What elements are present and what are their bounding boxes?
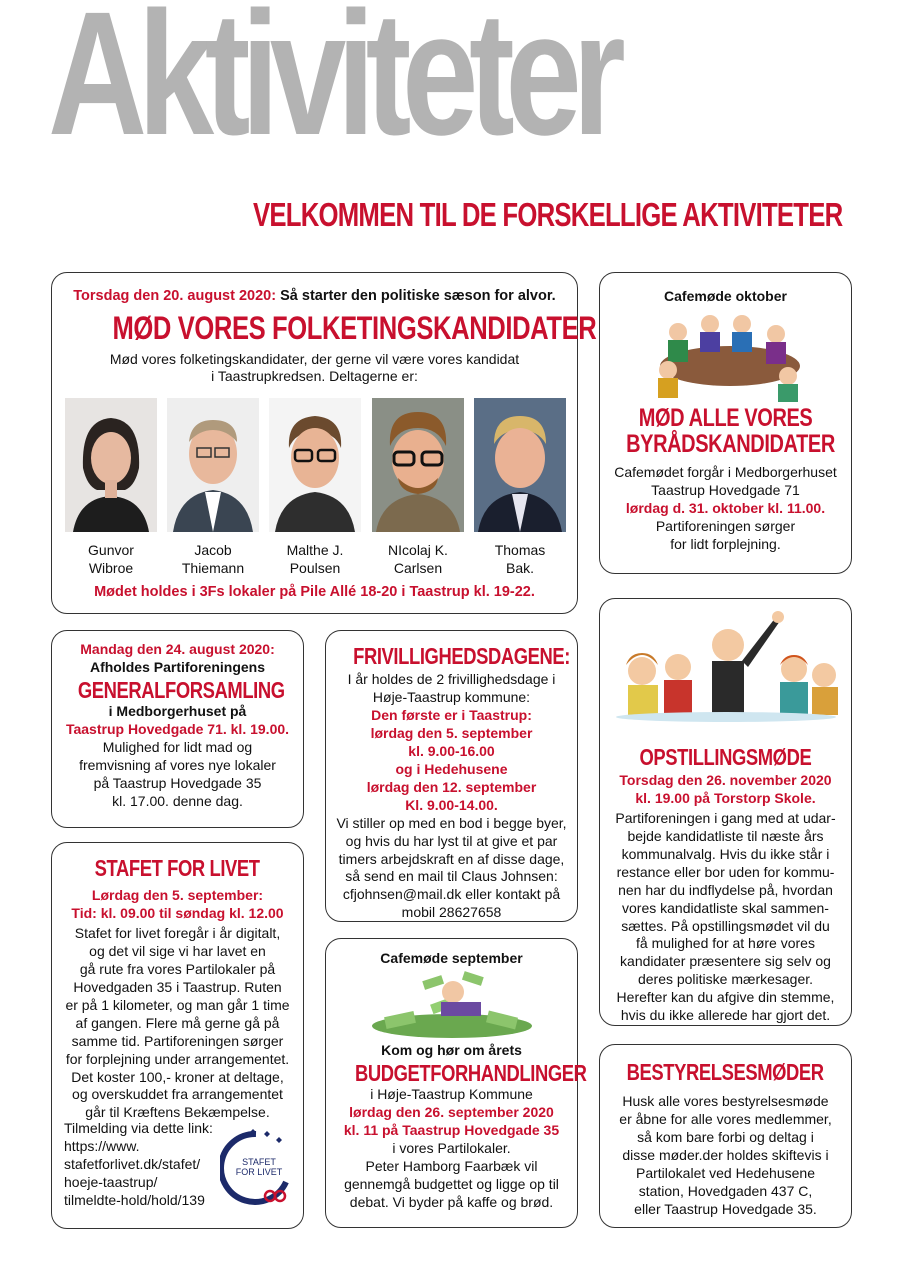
stafet-line: gå rute fra vores Partilokaler på xyxy=(79,961,276,978)
frivillig-red-6: Kl. 9.00-14.00. xyxy=(405,796,498,813)
opstilling-card xyxy=(599,598,852,1026)
general-line-5: på Taastrup Hovedgade 35 xyxy=(93,774,262,791)
kandidater-intro-text: Så starter den politiske sæson for alvor. xyxy=(280,288,556,304)
cafe-oktober-heading-2: BYRÅDSKANDIDATER xyxy=(626,429,835,458)
stafet-line: går til Kræftens Bekæmpelse. xyxy=(85,1104,270,1121)
cafe-oktober-line-1: Cafemødet forgår i Medborgerhuset xyxy=(614,464,837,481)
cafe-oktober-line-4: for lidt forplejning. xyxy=(670,536,781,553)
frivillig-red-3: kl. 9.00-16.00 xyxy=(408,743,495,760)
bestyrelse-line: Partilokalet ved Hedehusene xyxy=(635,1165,815,1182)
cafe-oktober-line-2: Taastrup Hovedgade 71 xyxy=(651,482,800,499)
kandidater-footer: Mødet holdes i 3Fs lokaler på Pile Allé 18-20 i Taastrup kl. 19-22. xyxy=(94,584,535,600)
meeting-illustration xyxy=(638,310,814,402)
stafet-link[interactable]: tilmeldte-hold/hold/139 xyxy=(64,1191,205,1208)
opstilling-date-2: kl. 19.00 på Torstorp Skole. xyxy=(635,790,816,807)
general-heading: GENERALFORSAMLING xyxy=(77,676,285,703)
opstilling-line: Partiforeningen i gang med at udar- xyxy=(615,810,836,827)
kandidater-intro xyxy=(52,287,577,306)
budget-line-2: i vores Partilokaler. xyxy=(392,1139,511,1156)
bestyrelse-line: er åbne for alle vores medlemmer, xyxy=(619,1111,832,1128)
candidate-name: Malthe J. Poulsen xyxy=(286,542,344,577)
opstilling-line: bejde kandidatliste til næste års xyxy=(627,828,824,845)
frivillig-line-2: Høje-Taastrup kommune: xyxy=(372,689,531,706)
kandidater-text-1: Mød vores folketingskandidater, der gerne vil være vores kandidat xyxy=(109,350,520,367)
stafet-date-2: Tid: kl. 09.00 til søndag kl. 12.00 xyxy=(71,905,284,922)
opstilling-date-1: Torsdag den 26. november 2020 xyxy=(619,772,832,789)
frivillig-line-8: mobil 28627658 xyxy=(401,904,502,921)
candidate-name: Jacob Thiemann xyxy=(181,542,245,577)
budget-label: Cafemøde september xyxy=(380,950,523,966)
stafet-line: Det koster 100,- kroner at deltage, xyxy=(71,1068,284,1085)
general-line-2: i Medborgerhuset på xyxy=(108,703,247,720)
stafet-line: samme tid. Partiforeningen sørger xyxy=(71,1032,284,1049)
candidate-name: Gunvor Wibroe xyxy=(88,542,134,577)
opstilling-line: nen har du indflydelse på, hvordan xyxy=(618,881,833,898)
opstilling-line: kommunalvalg. Hvis du ikke står i xyxy=(621,845,830,862)
stafet-date-1: Lørdag den 5. september: xyxy=(91,887,264,904)
bestyrelse-heading: BESTYRELSESMØDER xyxy=(626,1059,825,1085)
candidate-name: Thomas Bak. xyxy=(494,542,546,577)
budget-line-5: debat. Vi byder på kaffe og brød. xyxy=(349,1193,554,1210)
stafet-link[interactable]: stafetforlivet.dk/stafet/ xyxy=(64,1155,201,1172)
general-line-4: fremvisning af vores nye lokaler xyxy=(79,756,276,773)
stafet-line: og det vil sige vi har lavet en xyxy=(89,943,266,960)
candidate-photo xyxy=(269,398,361,532)
frivillig-card xyxy=(325,630,578,922)
opstilling-line: hvis du ikke allerede har gjort det. xyxy=(620,1007,831,1024)
kandidater-text-2: i Taastrupkredsen. Deltagerne er: xyxy=(211,368,418,385)
frivillig-red-2: lørdag den 5. september xyxy=(370,725,533,742)
budget-card xyxy=(325,938,587,1228)
stafet-card xyxy=(51,842,304,1229)
cafe-oktober-line-3: Partiforeningen sørger xyxy=(655,518,796,535)
stafet-line: for forplejning under arrangementet. xyxy=(65,1050,290,1067)
cafe-oktober-date: lørdag d. 31. oktober kl. 11.00. xyxy=(625,500,826,517)
stafet-signup: Tilmelding via dette link: https://www. stafetforlivet.dk/stafet/ hoeje-taastrup/ tilmeldte-hold/hold/139 xyxy=(64,1120,213,1208)
opstilling-line: få mulighed for at høre vores xyxy=(636,935,815,952)
candidate-photo xyxy=(65,398,157,532)
general-address: Taastrup Hovedgade 71. kl. 19.00. xyxy=(65,721,290,738)
bestyrelse-line: så kom bare forbi og deltag i xyxy=(637,1129,814,1146)
budget-line-1: i Høje-Taastrup Kommune xyxy=(370,1086,533,1103)
generalforsamling-card xyxy=(51,630,304,828)
stafet-line: af gangen. Flere må gerne gå på xyxy=(75,1014,280,1031)
cafe-oktober-label: Cafemøde oktober xyxy=(664,288,787,304)
frivillig-red-4: og i Hedehusene xyxy=(395,760,508,777)
opstilling-line: vores kandidatliste skal sammen- xyxy=(622,899,829,916)
candidate-photo xyxy=(167,398,259,532)
stafet-logo-text: STAFET xyxy=(242,1157,276,1167)
bestyrelse-line: station, Hovedgaden 437 C, xyxy=(638,1182,813,1199)
budget-line-4: gennemgå budgettet og ligge op til xyxy=(344,1175,559,1192)
opstilling-line: restance eller bor uden for kommu- xyxy=(616,863,835,880)
stafet-link[interactable]: hoeje-taastrup/ xyxy=(64,1173,158,1190)
budget-line-3: Peter Hamborg Faarbæk vil xyxy=(365,1157,538,1174)
stafet-line: Hovedgaden 35 i Taastrup. Ruten xyxy=(73,978,282,995)
general-date: Mandag den 24. august 2020: xyxy=(80,641,275,657)
kandidater-heading: MØD VORES FOLKETINGSKANDIDATER xyxy=(112,309,597,346)
stafet-line: Stafet for livet foregår i år digitalt, xyxy=(74,925,281,942)
bestyrelse-card xyxy=(599,1044,852,1228)
frivillig-line-3: Vi stiller op med en bod i begge byer, xyxy=(336,814,567,831)
opstilling-line: sættes. På opstillingsmødet vil du xyxy=(621,917,830,934)
frivillig-line-1: I år holdes de 2 frivillighedsdage i xyxy=(347,671,556,688)
candidate-photo xyxy=(372,398,464,532)
general-line-3: Mulighed for lidt mad og xyxy=(102,739,253,756)
stafet-heading: STAFET FOR LIVET xyxy=(94,855,260,881)
frivillig-line-4: og hvis du har lyst til at give et par xyxy=(345,832,558,849)
frivillig-red-1: Den første er i Taastrup: xyxy=(371,707,532,724)
cafe-oktober-card xyxy=(599,272,852,574)
budget-heading: BUDGETFORHANDLINGER xyxy=(354,1059,587,1086)
candidate-name: NIcolaj K. Carlsen xyxy=(388,542,448,577)
page-title: Aktiviteter xyxy=(48,0,617,172)
general-line-1: Afholdes Partiforeningens xyxy=(89,658,266,675)
money-illustration xyxy=(367,970,537,1040)
bestyrelse-line: eller Taastrup Hovedgade 35. xyxy=(634,1200,817,1217)
budget-red-2: kl. 11 på Taastrup Hovedgade 35 xyxy=(343,1122,560,1139)
stafet-logo-text: FOR LIVET xyxy=(235,1166,283,1177)
stafet-logo xyxy=(220,1128,292,1206)
bestyrelse-line: Husk alle vores bestyrelsesmøde xyxy=(622,1093,829,1110)
budget-sub: Kom og hør om årets xyxy=(381,1041,522,1058)
opstilling-line: Herefter kan du afgive din stemme, xyxy=(616,989,835,1006)
opstilling-heading: OPSTILLINGSMØDE xyxy=(639,744,812,770)
frivillig-line-7: cfjohnsen@mail.dk eller kontakt på xyxy=(342,886,561,903)
general-line-6: kl. 17.00. denne dag. xyxy=(112,792,243,809)
cafe-oktober-heading-1: MØD ALLE VORES xyxy=(638,403,813,432)
opstilling-line: kandidater præsentere sig selv og xyxy=(620,953,831,970)
frivillig-heading: FRIVILLIGHEDSDAGENE: xyxy=(353,643,571,669)
page-subtitle: VELKOMMEN TIL DE FORSKELLIGE AKTIVITETER xyxy=(253,196,843,233)
kandidater-date: Torsdag den 20. august 2020: xyxy=(73,288,277,304)
debate-illustration xyxy=(608,609,844,735)
frivillig-line-5: timers arbejdskraft en af disse dage, xyxy=(338,850,565,867)
stafet-line: er på 1 kilometer, og man går 1 time xyxy=(65,996,290,1013)
candidate-photo xyxy=(474,398,566,532)
stafet-line: og overskuddet fra arrangementet xyxy=(72,1086,283,1103)
bestyrelse-line: disse møder.der holdes skiftevis i xyxy=(622,1147,829,1164)
stafet-link[interactable]: https://www. xyxy=(64,1137,140,1154)
frivillig-line-6: så send en mail til Claus Johnsen: xyxy=(345,868,558,885)
frivillig-red-5: lørdag den 12. september xyxy=(366,778,537,795)
kandidater-card xyxy=(51,272,597,614)
opstilling-line: deres politiske mærkesager. xyxy=(637,971,814,988)
budget-red-1: lørdag den 26. september 2020 xyxy=(349,1104,554,1121)
